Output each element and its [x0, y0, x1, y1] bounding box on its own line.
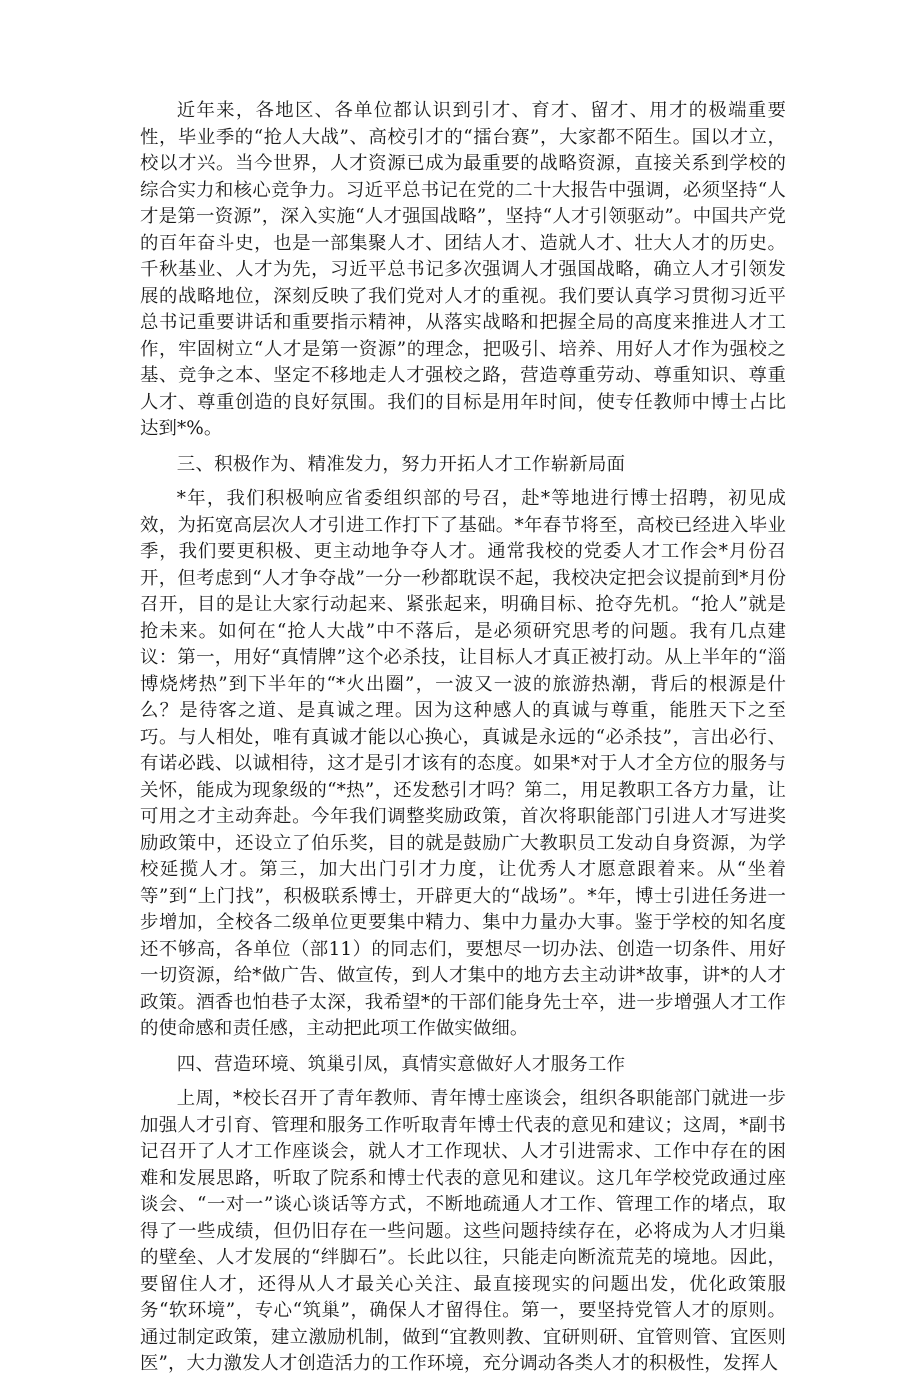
- paragraph-intro: 近年来，各地区、各单位都认识到引才、育才、留才、用才的极端重要性，毕业季的“抢人大战”、高校引才的“擂台赛”，大家都不陌生。国以才立，校以才兴。当今世界，人才资源已成为最重要的战略资源，直接关系到学校的综合实力和核心竞争力。习近平总书记在党的二十大报告中强调，必须坚持“人才是第一资源”，深入实施“人才强国战略”，坚持“人才引领驱动”。中国共产党的百年奋斗史，也是一部集聚人才、团结人才、造就人才、壮大人才的历史。千秋基业、人才为先，习近平总书记多次强调人才强国战略，确立人才引领发展的战略地位，深刻反映了我们党对人才的重视。我们要认真学习贯彻习近平总书记重要讲话和重要指示精神，从落实战略和把握全局的高度来推进人才工作，牢固树立“人才是第一资源”的理念，把吸引、培养、用好人才作为强校之基、竞争之本、坚定不移地走人才强校之路，营造尊重劳动、尊重知识、尊重人才、尊重创造的良好氛围。我们的目标是用年时间，使专任教师中博士占比达到*%。: [140, 100, 786, 439]
- section-heading-4: 四、营造环境、筑巢引凤，真情实意做好人才服务工作: [176, 1053, 626, 1075]
- paragraph-section-3: *年，我们积极响应省委组织部的号召，赴*等地进行博士招聘，初见成效，为拓宽高层次人才引进工作打下了基础。*年春节将至，高校已经进入毕业季，我们要更积极、更主动地争夺人才。通常我校的党委人才工作会*月份召开，但考虑到“人才争夺战”一分一秒都耽误不起，我校决定把会议提前到*月份召开，目的是让大家行动起来、紧张起来，明确目标、抢夺先机。“抢人”就是抢未来。如何在“抢人大战”中不落后，是必须研究思考的问题。我有几点建议：第一，用好“真情牌”这个必杀技，让目标人才真正被打动。从上半年的“淄博烧烤热”到下半年的“*火出圈”，一波又一波的旅游热潮，背后的根源是什么？是待客之道、是真诚之理。因为这种感人的真诚与尊重，能胜天下之至巧。与人相处，唯有真诚才能以心换心，真诚是永远的“必杀技”，言出必行、有诺必践、以诚相待，这才是引才该有的态度。如果*对于人才全方位的服务与关怀，能成为现象级的“*热”，还发愁引才吗？第二，用足教职工各方力量，让可用之才主动奔赴。今年我们调整奖励政策，首次将职能部门引进人才写进奖励政策中，还设立了伯乐奖，目的就是鼓励广大教职员工发动自身资源，为学校延揽人才。第三，加大出门引才力度，让优秀人才愿意跟着来。从“坐着等”到“上门找”，积极联系博士，开辟更大的“战场”。*年，博士引进任务进一步增加，全校各二级单位更要集中精力、集中力量办大事。鉴于学校的知名度还不够高，各单位（部11）的同志们，要想尽一切办法、创造一切条件、用好一切资源，给*做广告、做宣传，到人才集中的地方去主动讲*故事，讲*的人才政策。酒香也怕巷子太深，我希望*的干部们能身先士卒，进一步增强人才工作的使命感和责任感，主动把此项工作做实做细。: [140, 488, 786, 1039]
- document-page: [140, 98, 786, 1378]
- paragraph-section-4: 上周，*校长召开了青年教师、青年博士座谈会，组织各职能部门就进一步加强人才引育、管理和服务工作听取青年博士代表的意见和建议；这周，*副书记召开了人才工作座谈会，就人才工作现状、人才引进需求、工作中存在的困难和发展思路，听取了院系和博士代表的意见和建议。这几年学校党政通过座谈会、“一对一”谈心谈话等方式，不断地疏通人才工作、管理工作的堵点，取得了一些成绩，但仍旧存在一些问题。这些问题持续存在，必将成为人才归巢的壁垒、人才发展的“绊脚石”。长此以往，只能走向断流荒芜的境地。因此，要留住人才，还得从人才最关心关注、最直接现实的问题出发，优化政策服务“软环境”，专心“筑巢”，确保人才留得住。第一，要坚持党管人才的原则。通过制定政策，建立激励机制，做到“宜教则教、宜研则研、宜管则管、宜医则医”，大力激发人才创造活力的工作环境，充分调动各类人才的积极性，发挥人: [140, 1088, 786, 1374]
- section-heading-3: 三、积极作为、精准发力，努力开拓人才工作崭新局面: [176, 453, 626, 475]
